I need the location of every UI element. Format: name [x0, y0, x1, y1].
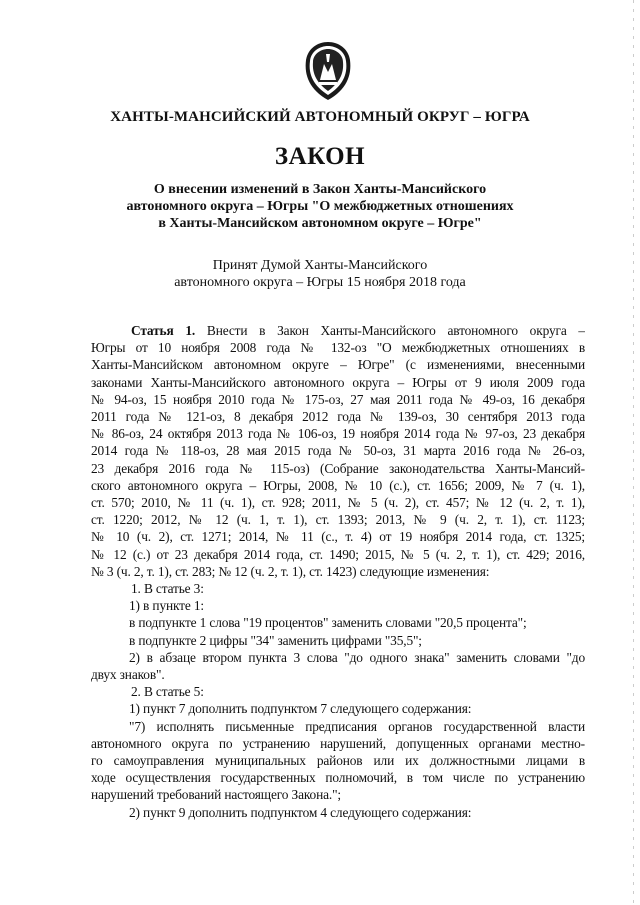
adoption-note [120, 257, 520, 291]
quote-line: "7) исполнять письменные предписания органов государственной власти [129, 718, 585, 734]
adoption-line: автономного округа – Югры 15 ноября 2018 года [174, 275, 466, 290]
article-line: 2014 года № 118-оз, 28 мая 2015 года № 50-оз, 31 марта 2016 года № 26-оз, [91, 443, 585, 459]
subtitle-line: автономного округа – Югры "О межбюджетных отношениях [126, 199, 514, 214]
item-p2-line: 2) в абзаце втором пункта 3 слова "до одного знака" заменить словами "до [129, 649, 585, 665]
section-art5: 2. В статье 5: [131, 684, 204, 700]
adoption-line: Принят Думой Ханты-Мансийского [212, 258, 428, 273]
article-line: ст. 1220; 2012, № 12 (ч. 1, т. 1), ст. 1393; 2013, № 9 (ч. 2, т. 1), ст. 1123; [91, 512, 585, 528]
article-line: ского автономного округа – Югры, 2008, № 10 (с.), ст. 1656; 2009, № 7 (ч. 1), [91, 477, 585, 493]
law-subtitle [100, 181, 540, 232]
article-line: 23 декабря 2016 года № 115-оз) (Собрание законодательства Ханты-Мансий- [91, 460, 585, 476]
quote-line: го самоуправления муниципальных районов или их должностными лицами в [91, 753, 585, 769]
subitem-1: в подпункте 1 слова "19 процентов" заменить словами "20,5 процента"; [129, 615, 527, 631]
article-heading: Статья 1. [131, 323, 196, 338]
article-line: Югры от 10 ноября 2008 года № 132-оз "О межбюджетных отношениях в [91, 340, 585, 356]
subtitle-line: в Ханты-Мансийском автономном округе – Югре" [158, 216, 482, 231]
law-body [91, 322, 585, 821]
subitem-2: в подпункте 2 цифры "34" заменить цифрами "35,5"; [129, 632, 422, 648]
article-line: № 94-оз, 15 ноября 2010 года № 175-оз, 27 мая 2011 года № 49-оз, 16 декабря [91, 391, 585, 407]
article-text: Внести в Закон Ханты-Мансийского автономного округа – [195, 323, 585, 338]
article-first-line [91, 322, 585, 339]
item-p7: 1) пункт 7 дополнить подпунктом 7 следующего содержания: [129, 701, 472, 717]
page-edge-line [633, 0, 634, 905]
subtitle-line: О внесении изменений в Закон Ханты-Мансийского [153, 182, 487, 197]
article-line: ст. 570; 2010, № 11 (ч. 1), ст. 928; 2011, № 5 (ч. 2), ст. 457; № 12 (ч. 2, т. 1), [91, 495, 585, 511]
article-line: № 10 (ч. 2), ст. 1271; 2014, № 11 (с., т. 4) от 19 ноября 2014 года, ст. 1325; [91, 529, 585, 545]
article-line: № 12 (с.) от 23 декабря 2014 года, ст. 1490; 2015, № 5 (ч. 2, т. 1), ст. 429; 2016, [91, 546, 585, 562]
section-art3: 1. В статье 3: [131, 581, 204, 597]
item-p1: 1) в пункте 1: [129, 598, 204, 614]
item-p9: 2) пункт 9 дополнить подпунктом 4 следующего содержания: [129, 804, 472, 820]
article-line: № 3 (ч. 2, т. 1), ст. 283; № 12 (ч. 2, т. 1), ст. 1423) следующие изменения: [91, 563, 490, 579]
article-line: Ханты-Мансийском автономном округе – Югре" (с изменениями, внесенными [91, 357, 585, 373]
article-line: законами Ханты-Мансийского автономного округа – Югры от 9 июля 2009 года [91, 374, 585, 390]
document-type: ЗАКОН [274, 143, 366, 170]
coat-of-arms-emblem [302, 40, 354, 102]
quote-line: нарушений требований настоящего Закона."; [91, 787, 341, 803]
article-line: 2011 года № 121-оз, 8 декабря 2012 года № 139-оз, 30 сентября 2013 года [91, 409, 585, 425]
region-name: ХАНТЫ-МАНСИЙСКИЙ АВТОНОМНЫЙ ОКРУГ – ЮГРА [110, 109, 530, 125]
quote-line: автономного округа по устранению нарушений, допущенных органами местно- [91, 735, 585, 751]
item-p2-line: двух знаков". [91, 667, 165, 683]
article-line: № 86-оз, 24 октября 2013 года № 106-оз, 19 ноября 2014 года № 97-оз, 23 декабря [91, 426, 585, 442]
quote-line: ходе осуществления государственных полномочий, в том числе по устранению [91, 770, 585, 786]
